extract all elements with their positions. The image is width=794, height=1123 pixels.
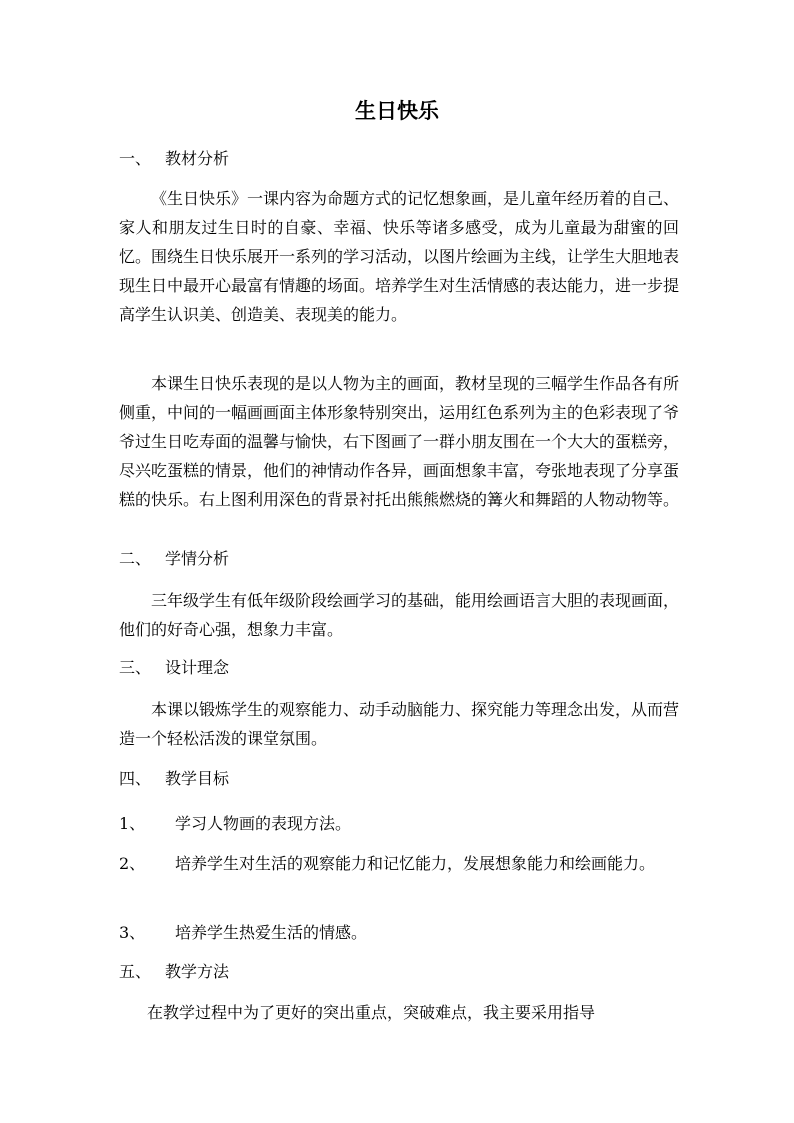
goal-text: 培养学生热爱生活的情感。 — [175, 923, 368, 942]
goal-number: 1、 — [119, 814, 146, 833]
goal-number: 2、 — [119, 854, 146, 873]
section-number: 四、 — [119, 769, 152, 788]
section-heading-1 — [119, 147, 229, 171]
section-title: 学情分析 — [165, 549, 230, 568]
section-heading-5 — [119, 960, 229, 984]
section-heading-4 — [119, 767, 229, 791]
section-title: 教学方法 — [165, 962, 230, 981]
goal-item-3 — [119, 918, 679, 947]
paragraph-5: 在教学过程中为了更好的突出重点，突破难点，我主要采用指导 — [147, 1003, 596, 1022]
goal-item-1 — [119, 809, 679, 838]
goal-text: 培养学生对生活的观察能力和记忆能力，发展想象能力和绘画能力。 — [175, 854, 656, 873]
goal-item-2 — [119, 849, 679, 878]
section-number: 二、 — [119, 549, 152, 568]
paragraph-2: 本课生日快乐表现的是以人物为主的画面，教材呈现的三幅学生作品各有所侧重，中间的一幅画画面主体形象特别突出，运用红色系列为主的色彩表现了爷爷过生日吃寿面的温馨与愉快，右下图画了一群小朋友围在一个大大的蛋糕旁，尽兴吃蛋糕的情景，他们的神情动作各异，画面想象丰富，夸张地表现了分享蛋糕的快乐。右上图利用深色的背景衬托出熊熊燃烧的篝火和舞蹈的人物动物等。 — [119, 374, 680, 509]
section-number: 五、 — [119, 962, 152, 981]
goal-number: 3、 — [119, 923, 146, 942]
section-heading-3 — [119, 656, 229, 680]
paragraph-4: 本课以锻炼学生的观察能力、动手动脑能力、探究能力等理念出发，从而营造一个轻松活泼的课堂氛围。 — [119, 700, 680, 748]
section-number: 三、 — [119, 658, 152, 677]
section-heading-2 — [119, 547, 229, 571]
section-title: 教材分析 — [165, 149, 230, 168]
goal-text: 学习人物画的表现方法。 — [175, 814, 352, 833]
paragraph-3: 三年级学生有低年级阶段绘画学习的基础，能用绘画语言大胆的表现画面，他们的好奇心强，想象力丰富。 — [119, 591, 680, 639]
section-title: 设计理念 — [165, 658, 230, 677]
paragraph-1: 《生日快乐》一课内容为命题方式的记忆想象画，是儿童年经历着的自己、家人和朋友过生日时的自豪、幸福、快乐等诸多感受，成为儿童最为甜蜜的回忆。围绕生日快乐展开一系列的学习活动，以图片绘画为主线，让学生大胆地表现生日中最开心最富有情趣的场面。培养学生对生活情感的表达能力，进一步提高学生认识美、创造美、表现美的能力。 — [119, 189, 680, 324]
section-number: 一、 — [119, 149, 152, 168]
section-title: 教学目标 — [165, 769, 230, 788]
document-title: 生日快乐 — [355, 98, 439, 123]
